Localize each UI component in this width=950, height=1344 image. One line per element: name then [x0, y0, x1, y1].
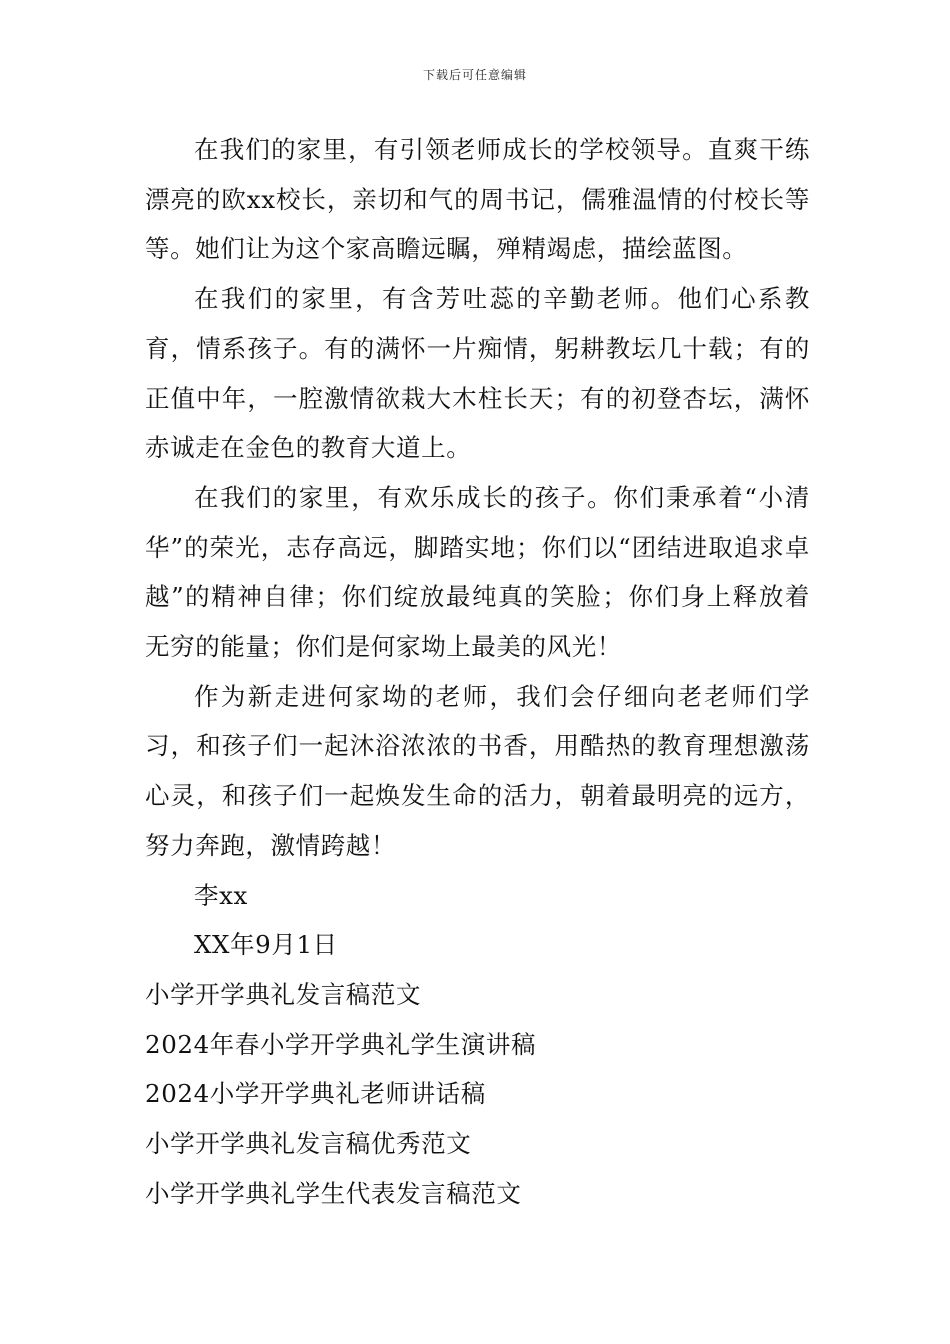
paragraph-leaders: 在我们的家里，有引领老师成长的学校领导。直爽干练漂亮的欧xx校长，亲切和气的周书记，儒雅温情的付校长等等。她们让为这个家高瞻远瞩，殚精竭虑，描绘蓝图。: [145, 135, 810, 264]
document-body: [145, 125, 810, 1218]
signature-name: 李xx: [194, 880, 248, 910]
related-link[interactable]: 小学开学典礼学生代表发言稿范文: [145, 1178, 522, 1208]
paragraph-teachers: 在我们的家里，有含芳吐蕊的辛勤老师。他们心系教育，情系孩子。有的满怀一片痴情，躬耕教坛几十载；有的正值中年，一腔激情欲栽大木柱长天；有的初登杏坛，满怀赤诚走在金色的教育大道上。: [145, 284, 810, 463]
related-link[interactable]: 2024小学开学典礼老师讲话稿: [145, 1079, 486, 1109]
signature-date: XX年9月1日: [194, 930, 338, 960]
related-link[interactable]: 小学开学典礼发言稿范文: [145, 979, 422, 1009]
related-link[interactable]: 2024年春小学开学典礼学生演讲稿: [145, 1029, 537, 1059]
related-links: [145, 970, 810, 1219]
paragraph-children: 在我们的家里，有欢乐成长的孩子。你们秉承着“小清华”的荣光，志存高远，脚踏实地；你们以“团结进取追求卓越”的精神自律；你们绽放最纯真的笑脸；你们身上释放着无穷的能量；你们是何家坳上最美的风光！: [145, 482, 810, 662]
related-link[interactable]: 小学开学典礼发言稿优秀范文: [145, 1129, 472, 1159]
paragraph-closing: 作为新走进何家坳的老师，我们会仔细向老老师们学习，和孩子们一起沐浴浓浓的书香，用酷热的教育理想激荡心灵，和孩子们一起焕发生命的活力，朝着最明亮的远方，努力奔跑，激情跨越！: [145, 681, 810, 860]
header-note: 下载后可任意编辑: [422, 68, 527, 82]
